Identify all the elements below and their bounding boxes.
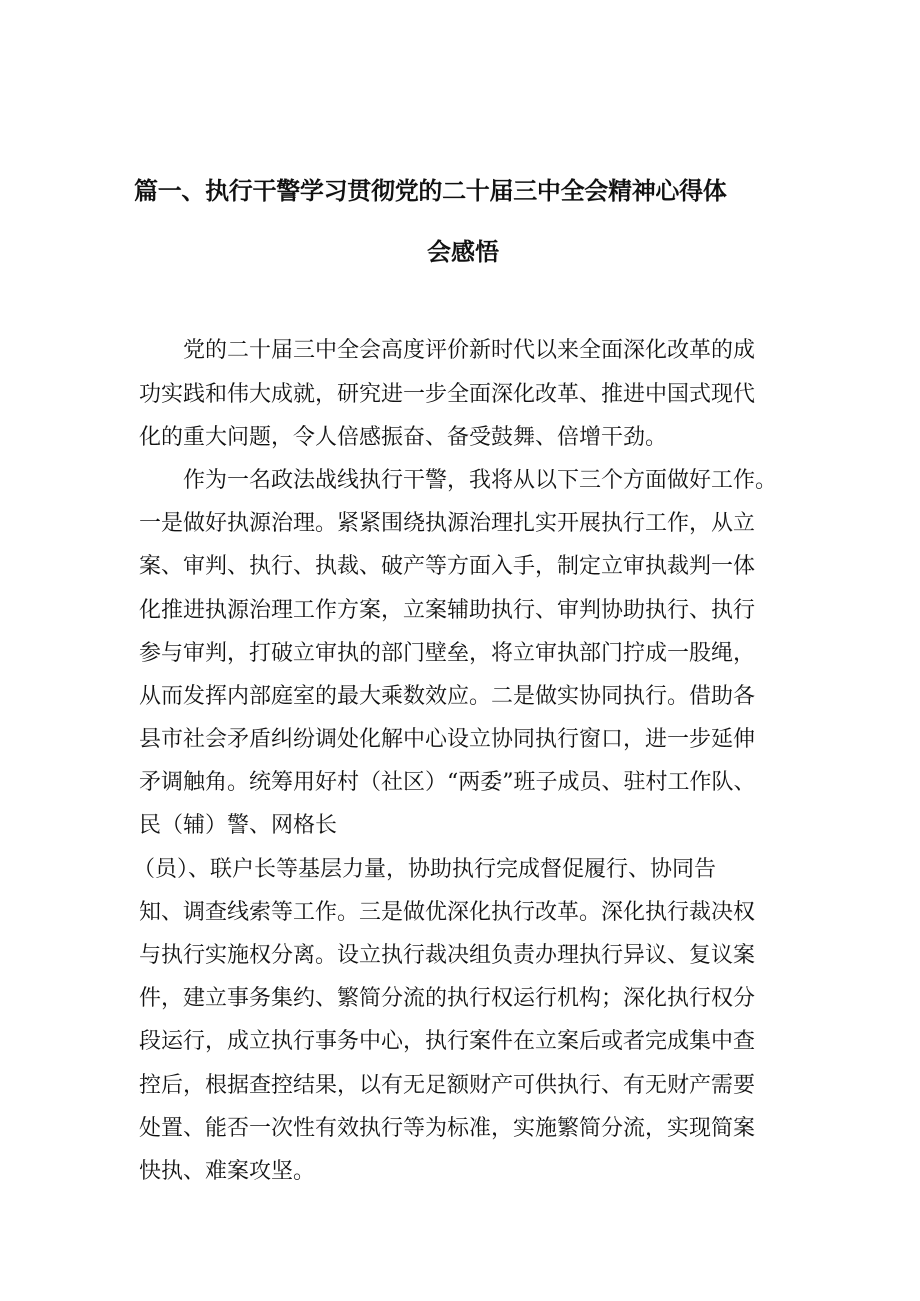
paragraph-1-line-2: 功实践和伟大成就，研究进一步全面深化改革、推进中国式现代 xyxy=(139,382,756,407)
paragraph-2-line-2: 一是做好执源治理。紧紧围绕执源治理扎实开展执行工作，从立 xyxy=(139,511,756,536)
paragraph-1-line-1: 党的二十届三中全会高度评价新时代以来全面深化改革的成 xyxy=(183,338,756,363)
paragraph-2-line-5: 参与审判，打破立审执的部门壁垒，将立审执部门拧成一股绳， xyxy=(139,641,756,666)
paragraph-2-line-9: 民（辅）警、网格长 xyxy=(139,813,338,838)
paragraph-2-line-17: 快执、难案攻坚。 xyxy=(139,1159,316,1184)
paragraph-2-line-1: 作为一名政法战线执行干警，我将从以下三个方面做好工作。 xyxy=(183,468,778,493)
paragraph-2-line-10: （员）、联户长等基层力量，协助执行完成督促履行、协同告 xyxy=(133,857,717,882)
paragraph-2-line-13: 件，建立事务集约、繁简分流的执行权运行机构；深化执行权分 xyxy=(139,986,756,1011)
document-title-line-1: 篇一、执行干警学习贯彻党的二十届三中全会精神心得体 xyxy=(134,177,727,205)
paragraph-2-line-14: 段运行，成立执行事务中心，执行案件在立案后或者完成集中查 xyxy=(139,1029,756,1054)
paragraph-2-line-7: 县市社会矛盾纠纷调处化解中心设立协同执行窗口，进一步延伸 xyxy=(139,727,756,752)
document-title-line-2: 会感悟 xyxy=(427,238,499,266)
paragraph-2-line-16: 处置、能否一次性有效执行等为标准，实施繁简分流，实现简案 xyxy=(139,1116,756,1141)
paragraph-2-line-11: 知、调查线索等工作。三是做优深化执行改革。深化执行裁决权 xyxy=(139,900,756,925)
paragraph-2-line-4: 化推进执源治理工作方案，立案辅助执行、审判协助执行、执行 xyxy=(139,598,756,623)
paragraph-2-line-3: 案、审判、执行、执裁、破产等方面入手，制定立审执裁判一体 xyxy=(139,554,756,579)
paragraph-1-line-3: 化的重大问题，令人倍感振奋、备受鼓舞、倍增干劲。 xyxy=(139,425,668,450)
paragraph-2-line-8: 矛调触角。统筹用好村（社区）“两委”班子成员、驻村工作队、 xyxy=(139,770,756,795)
paragraph-2-line-15: 控后，根据查控结果，以有无足额财产可供执行、有无财产需要 xyxy=(139,1073,756,1098)
paragraph-2-line-12: 与执行实施权分离。设立执行裁决组负责办理执行异议、复议案 xyxy=(139,943,756,968)
paragraph-2-line-6: 从而发挥内部庭室的最大乘数效应。二是做实协同执行。借助各 xyxy=(139,684,756,709)
